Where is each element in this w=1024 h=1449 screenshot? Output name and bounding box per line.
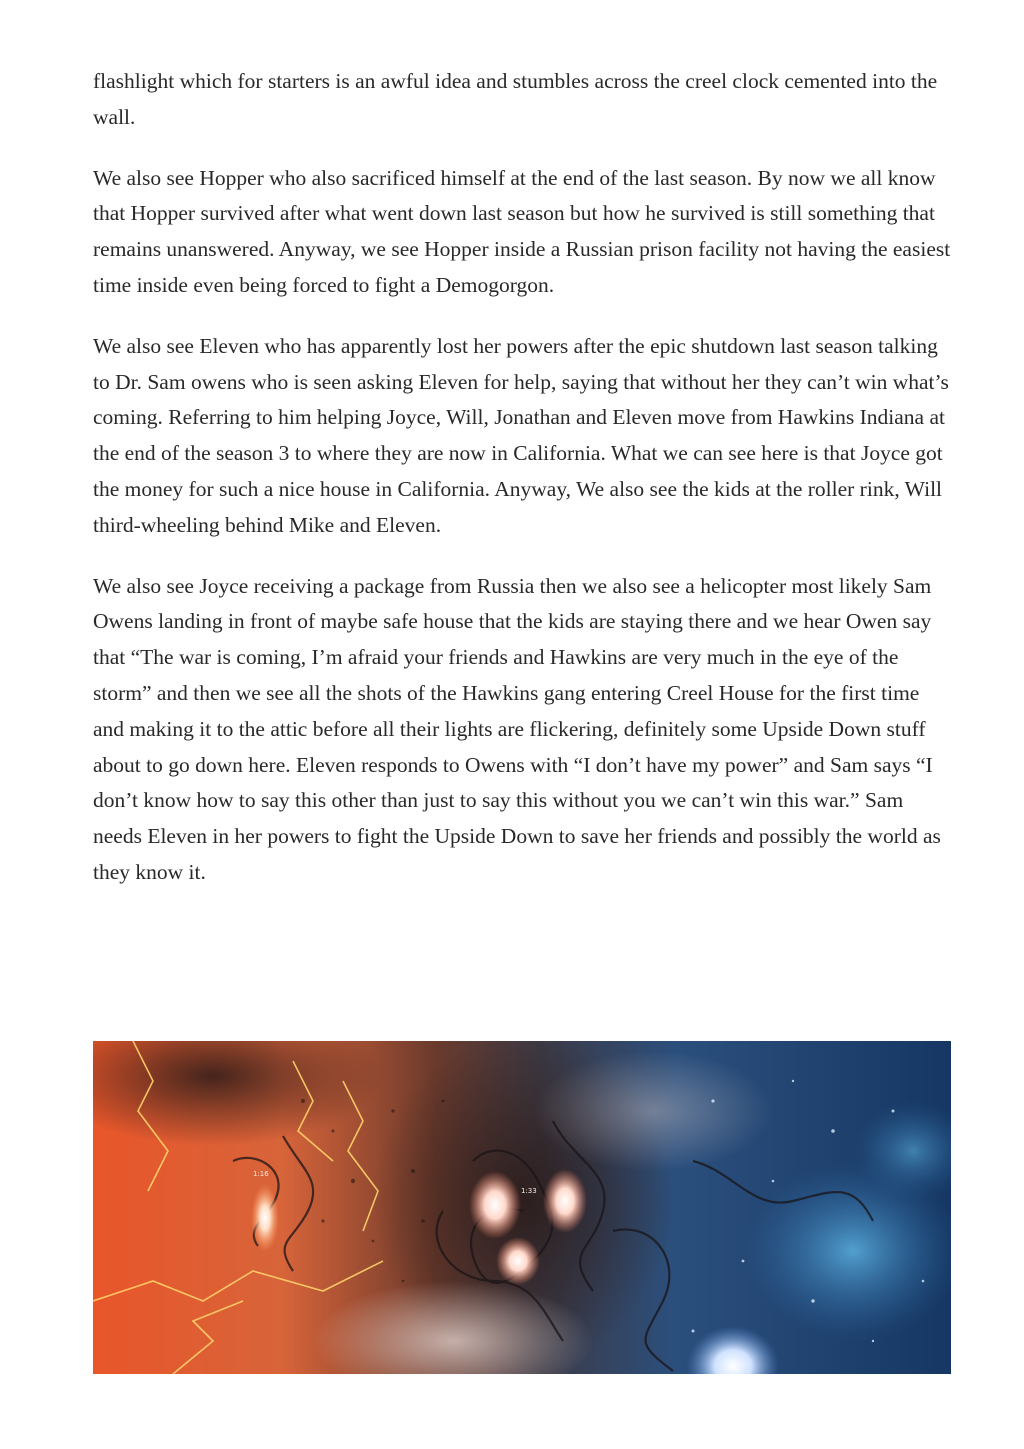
clock-timer-left: 1:16 [253,1170,269,1178]
paragraph-3: We also see Eleven who has apparently lost her powers after the epic shutdown last season talking to Dr. Sam owens who is seen asking Eleven for help, saying that without her they can’t win what’s coming. Referring to him helping Joyce, Will, Jonathan and Eleven move from Hawkins Indiana at the end of the season 3 to where they are now in California. What we can see here is that Joyce got the money for such a nice house in California. Anyway, We also see the kids at the roller rink, Will third-wheeling behind Mike and Eleven. [93,333,949,537]
paragraph-2: We also see Hopper who also sacrificed himself at the end of the last season. By now we all know that Hopper survived after what went down last season but how he survived is still something that remains unanswered. Anyway, we see Hopper inside a Russian prison facility not having the easiest time inside even being forced to fight a Demogorgon. [93,165,951,297]
paragraph-4: We also see Joyce receiving a package from Russia then we also see a helicopter most likely Sam Owens landing in front of maybe safe house that the kids are staying there and we hear Owen say that “The war is coming, I’m afraid your friends and Hawkins are very much in the eye of the storm” and then we see all the shots of the Hawkins gang entering Creel House for the first time and making it to the attic before all their lights are flickering, definitely some Upside Down stuff about to go down here. Eleven responds to Owens with “I don’t have my power” and Sam says “I don’t know how to say this other than just to say this without you we can’t win this war.” Sam needs Eleven in her powers to fight the Upside Down to save her friends and possibly the world as they know it. [93,573,941,884]
paragraph-1: flashlight which for starters is an awful idea and stumbles across the creel clock cemented into the wall. [93,69,938,129]
clock-timer-center: 1:33 [521,1187,537,1195]
upside-down-clock-scene [93,1041,951,1374]
article-image [93,1041,951,1374]
article-body [93,64,955,916]
